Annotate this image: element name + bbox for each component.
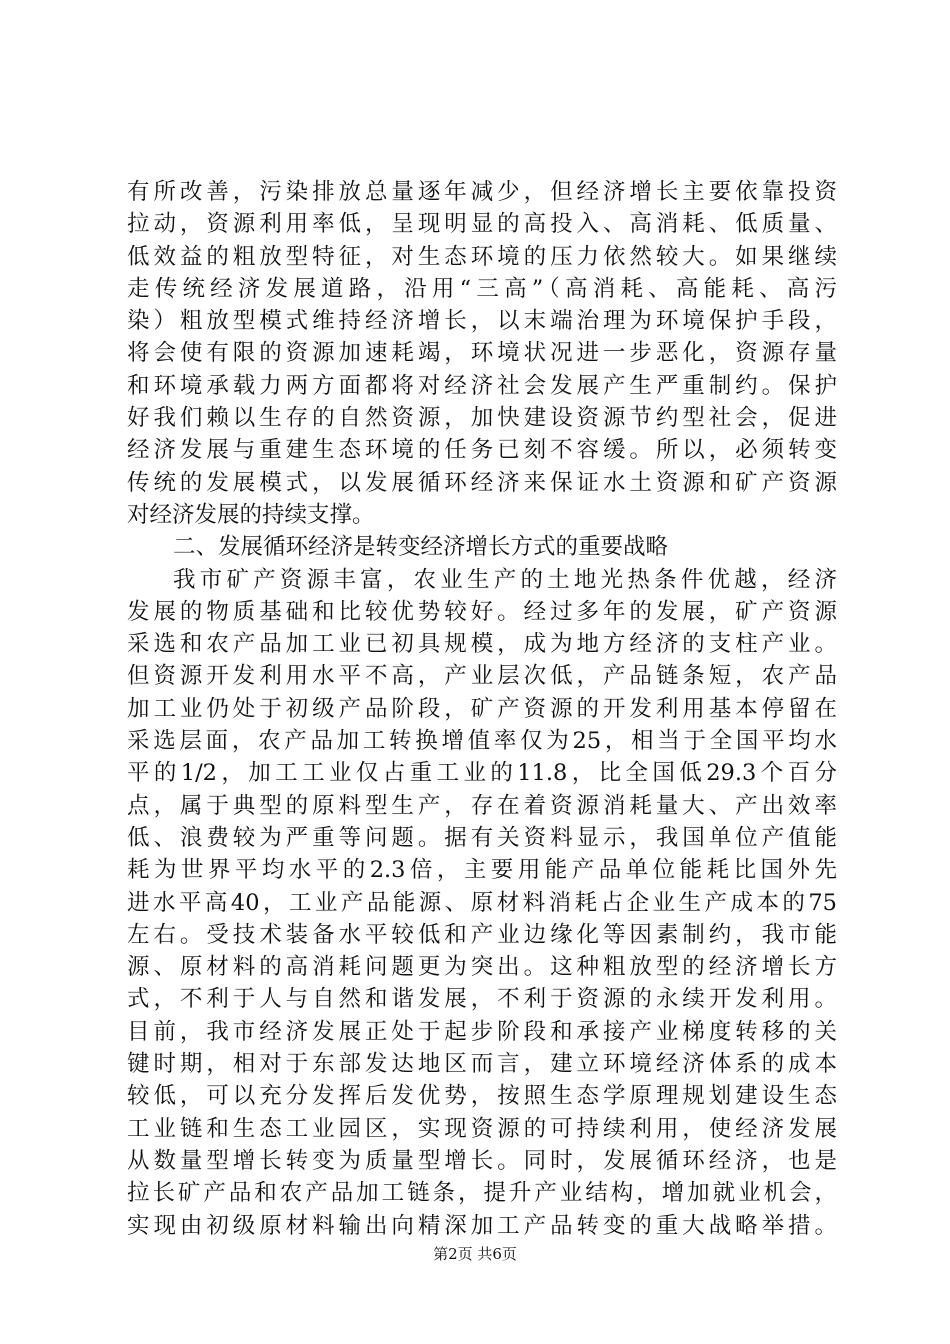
paragraph-line: 采选和农产品加工业已初具规模，成为地方经济的支柱产业。 <box>127 631 837 658</box>
paragraph-line: 有所改善，污染排放总量逐年减少，但经济增长主要依靠投资 <box>127 179 837 205</box>
paragraph-line: 目前，我市经济发展正处于起步阶段和承接产业梯度转移的关 <box>127 1018 837 1045</box>
paragraph-line: 低、浪费较为严重等问题。据有关资料显示，我国单位产值能 <box>127 824 837 851</box>
paragraph-line: 平的1/2，加工工业仅占重工业的11.8，比全国低29.3个百分 <box>127 760 837 787</box>
paragraph-line: 采选层面，农产品加工转换增值率仅为25，相当于全国平均水 <box>127 728 837 755</box>
paragraph-line: 低效益的粗放型特征，对生态环境的压力依然较大。如果继续 <box>127 243 837 270</box>
paragraph-line: 左右。受技术装备水平较低和产业边缘化等因素制约，我市能 <box>127 921 837 948</box>
paragraph-line: 式，不利于人与自然和谐发展，不利于资源的永续开发利用。 <box>127 986 837 1013</box>
paragraph-line: 源、原材料的高消耗问题更为突出。这种粗放型的经济增长方 <box>127 954 837 981</box>
paragraph-line: 好我们赖以生存的自然资源，加快建设资源节约型社会，促进 <box>127 405 837 432</box>
paragraph-line: 经济发展与重建生态环境的任务已刻不容缓。所以，必须转变 <box>127 437 837 464</box>
paragraph-line: 键时期，相对于东部发达地区而言，建立环境经济体系的成本 <box>127 1051 837 1078</box>
paragraph-line: 较低，可以充分发挥后发优势，按照生态学原理规划建设生态 <box>127 1083 837 1110</box>
paragraph-line: 走传统经济发展道路，沿用“三高”（高消耗、高能耗、高污 <box>127 275 837 302</box>
paragraph-line: 进水平高40，工业产品能源、原材料消耗占企业生产成本的75 <box>127 889 837 916</box>
paragraph-line: 和环境承载力两方面都将对经济社会发展产生严重制约。保护 <box>127 372 837 399</box>
paragraph-line: 点，属于典型的原料型生产，存在着资源消耗量大、产出效率 <box>127 792 837 819</box>
paragraph-line: 耗为世界平均水平的2.3倍，主要用能产品单位能耗比国外先 <box>127 857 837 884</box>
paragraph-line: 拉长矿产品和农产品加工链条，提升产业结构，增加就业机会， <box>127 1180 837 1207</box>
paragraph-line: 传统的发展模式，以发展循环经济来保证水土资源和矿产资源 <box>127 469 837 496</box>
paragraph-line: 工业链和生态工业园区，实现资源的可持续利用，使经济发展 <box>127 1115 837 1142</box>
paragraph-line: 从数量型增长转变为质量型增长。同时，发展循环经济，也是 <box>127 1147 837 1174</box>
paragraph-line: 染）粗放型模式维持经济增长，以末端治理为环境保护手段， <box>127 308 837 335</box>
page-number-footer: 第2页 共6页 <box>433 1245 517 1263</box>
paragraph-line: 将会使有限的资源加速耗竭，环境状况进一步恶化，资源存量 <box>127 340 837 367</box>
paragraph-line: 拉动，资源利用率低，呈现明显的高投入、高消耗、低质量、 <box>127 211 837 238</box>
paragraph-line: 实现由初级原材料输出向精深加工产品转变的重大战略举措。 <box>127 1212 837 1239</box>
paragraph-line: 加工业仍处于初级产品阶段，矿产资源的开发利用基本停留在 <box>127 695 837 722</box>
body-text <box>127 176 837 1242</box>
section-heading: 二、发展循环经济是转变经济增长方式的重要战略 <box>173 534 669 561</box>
paragraph-line: 我市矿产资源丰富，农业生产的土地光热条件优越，经济 <box>173 566 837 593</box>
paragraph-line: 对经济发展的持续支撑。 <box>127 501 375 528</box>
paragraph-line: 但资源开发利用水平不高，产业层次低，产品链条短，农产品 <box>127 663 837 690</box>
paragraph-line: 发展的物质基础和比较优势较好。经过多年的发展，矿产资源 <box>127 598 837 625</box>
